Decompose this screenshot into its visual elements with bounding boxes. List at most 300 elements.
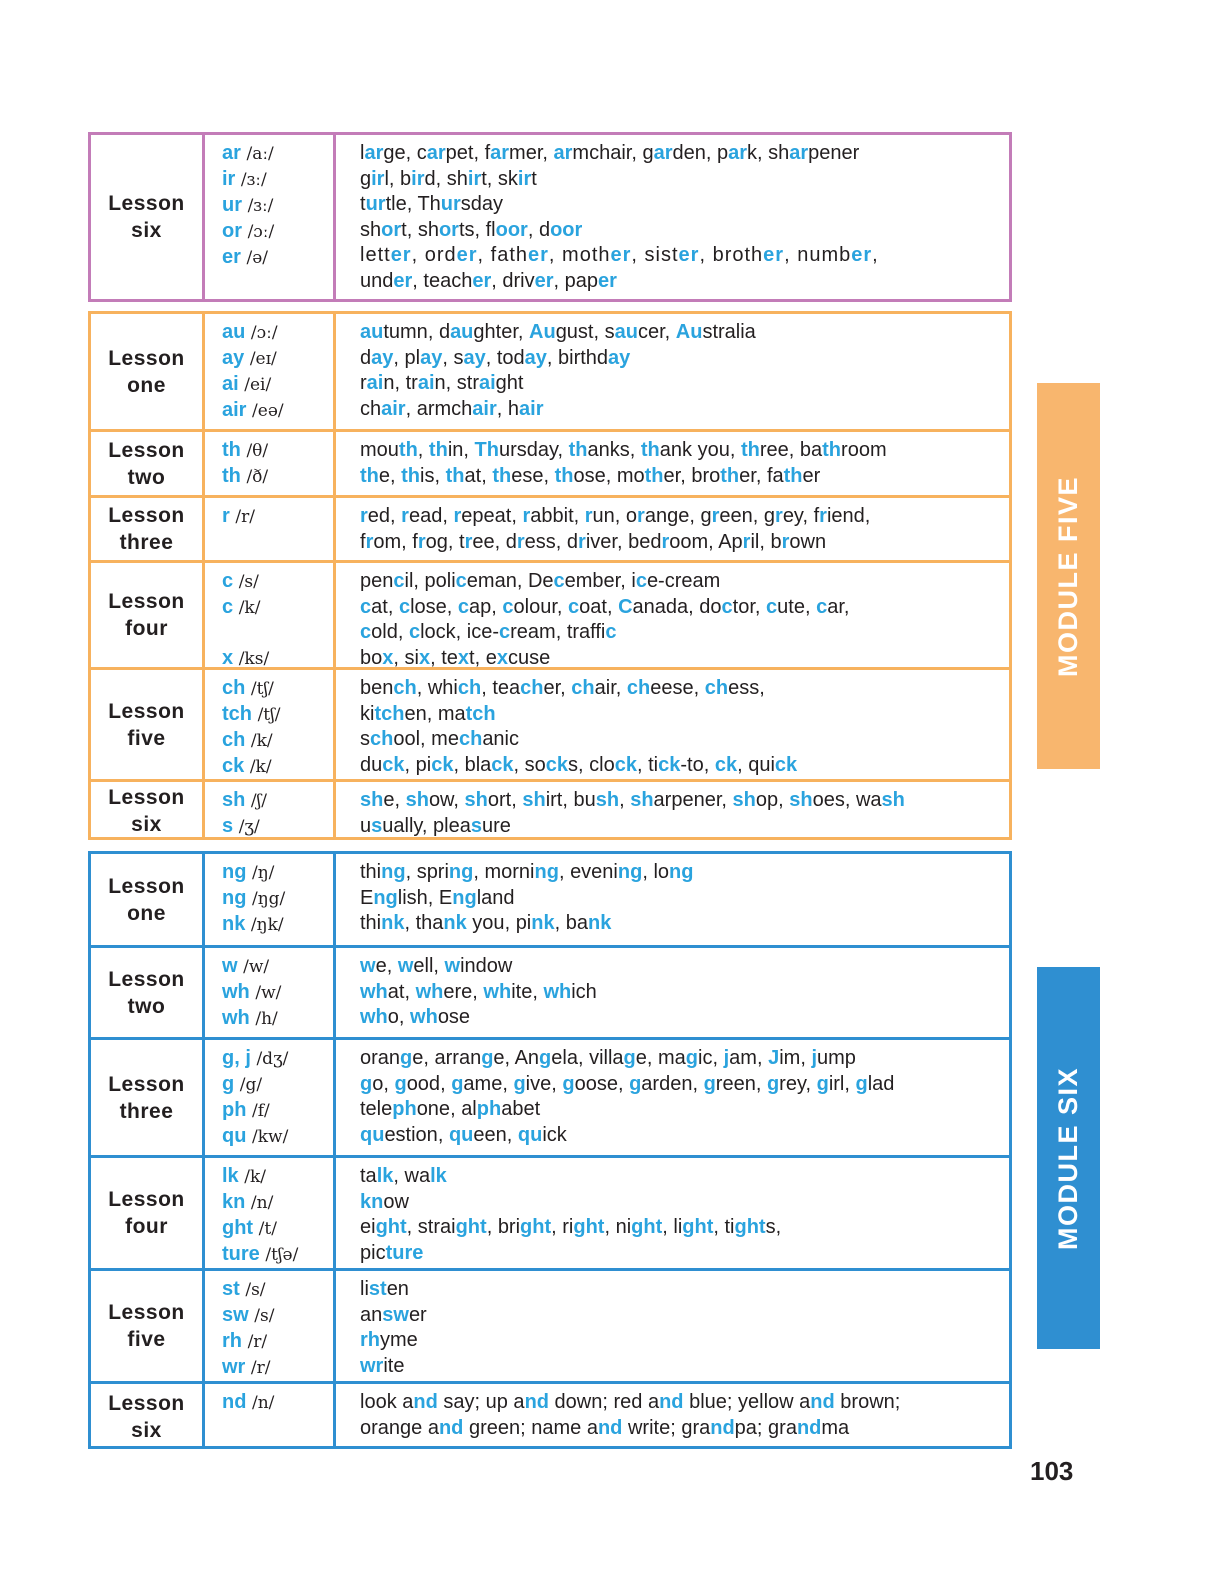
ipa-symbol: /ə/ bbox=[246, 248, 268, 268]
ipa-symbol: /r/ bbox=[247, 1332, 268, 1352]
highlighted-letters: r bbox=[819, 505, 827, 527]
sound-column bbox=[202, 563, 333, 667]
word-part: er bbox=[663, 464, 681, 487]
word-part: t bbox=[360, 193, 366, 215]
example-word bbox=[653, 861, 693, 883]
example-word bbox=[360, 1073, 383, 1095]
highlighted-letters: ck bbox=[382, 753, 405, 776]
word-part: ember bbox=[564, 570, 621, 592]
word-part: bla bbox=[464, 753, 492, 776]
highlighted-letters: c bbox=[360, 621, 372, 643]
example-word bbox=[435, 1047, 505, 1069]
example-word bbox=[770, 531, 826, 553]
lesson-label-line: Lesson bbox=[108, 346, 185, 370]
highlighted-letters: g bbox=[394, 1072, 407, 1095]
word-part: iend bbox=[826, 505, 865, 527]
sound-line bbox=[222, 1216, 333, 1242]
highlighted-letters: th bbox=[640, 439, 660, 461]
example-words bbox=[333, 1384, 1009, 1449]
example-word bbox=[399, 596, 447, 618]
highlighted-letters: oor bbox=[550, 218, 583, 241]
module-six-label: MODULE SIX bbox=[1053, 1066, 1084, 1250]
word-part: mou bbox=[360, 439, 399, 461]
highlighted-letters: r bbox=[775, 505, 783, 527]
word-part: villa bbox=[589, 1047, 624, 1069]
example-words bbox=[333, 432, 1009, 495]
word-part: olour bbox=[513, 595, 557, 618]
word-part: ee bbox=[472, 530, 495, 553]
example-word bbox=[570, 861, 642, 883]
example-word bbox=[528, 570, 620, 592]
example-word bbox=[658, 1047, 712, 1069]
highlighted-letters: er bbox=[456, 244, 478, 266]
example-line: red, read, repeat, rabbit, run, orange, green, grey, friend, bbox=[360, 505, 871, 527]
word-part: een bbox=[473, 1123, 507, 1146]
word-part: ni bbox=[615, 1216, 632, 1238]
word-part: moth bbox=[562, 244, 611, 266]
word-part: il bbox=[750, 530, 760, 553]
example-word bbox=[360, 1278, 409, 1300]
highlighted-letters: th bbox=[445, 464, 465, 487]
highlighted-letters: ay bbox=[371, 346, 394, 369]
highlighted-letters: sh bbox=[405, 789, 429, 811]
example-word bbox=[360, 981, 404, 1003]
word-part: ort bbox=[487, 789, 512, 811]
sound-column bbox=[202, 782, 333, 840]
word-part: og bbox=[425, 530, 448, 553]
word-part: in bbox=[447, 439, 464, 461]
highlighted-letters: lk bbox=[430, 1165, 447, 1187]
example-word bbox=[513, 1073, 551, 1095]
word-part: str bbox=[456, 372, 479, 394]
word-part: ute bbox=[777, 595, 805, 618]
lesson-label-line: Lesson bbox=[108, 590, 185, 613]
table-row bbox=[91, 1381, 1009, 1449]
example-word bbox=[360, 955, 387, 977]
sound-letters: ght bbox=[222, 1217, 254, 1239]
sound-letters: sw bbox=[222, 1304, 249, 1326]
highlighted-letters: nk bbox=[587, 912, 612, 934]
highlighted-letters: lk bbox=[376, 1165, 394, 1187]
highlighted-letters: ture bbox=[385, 1241, 424, 1264]
table-row bbox=[91, 854, 1009, 945]
word-part: lo bbox=[653, 861, 670, 883]
example-line: orange and green; name and write; grandpa; grandma bbox=[360, 1416, 850, 1439]
lesson-label bbox=[91, 498, 202, 560]
word-part: ar bbox=[827, 595, 844, 618]
sound-letters: er bbox=[222, 246, 241, 268]
highlighted-letters: ar bbox=[490, 142, 510, 164]
example-word bbox=[360, 1304, 427, 1326]
example-word bbox=[360, 1391, 475, 1413]
highlighted-letters: x bbox=[496, 646, 508, 669]
sound-column bbox=[202, 1158, 333, 1268]
word-part: stralia bbox=[702, 321, 756, 343]
example-line: kitchen, match bbox=[360, 702, 496, 725]
example-words bbox=[333, 948, 1009, 1037]
example-word bbox=[360, 142, 406, 164]
word-part: g bbox=[642, 142, 654, 164]
word-part: old bbox=[371, 621, 398, 643]
highlighted-letters: sh bbox=[522, 789, 546, 811]
example-line: box, six, text, excuse bbox=[360, 646, 551, 669]
lesson-label-line: two bbox=[127, 994, 166, 1018]
example-line bbox=[360, 1354, 1005, 1380]
sound-line bbox=[222, 167, 333, 193]
highlighted-letters: th bbox=[401, 464, 421, 487]
word-part: sist bbox=[644, 244, 679, 266]
lesson-label bbox=[91, 432, 202, 495]
sound-line bbox=[222, 754, 333, 780]
word-part: pi bbox=[415, 753, 432, 776]
ipa-symbol: /g/ bbox=[239, 1075, 263, 1095]
word-part: brown bbox=[834, 1391, 895, 1413]
word-part: pic bbox=[360, 1241, 386, 1264]
example-line: telephone, alphabet bbox=[360, 1098, 541, 1120]
word-part: ei bbox=[360, 1216, 376, 1238]
word-part: ich bbox=[571, 980, 597, 1003]
word-part: er bbox=[802, 464, 821, 487]
word-part: s bbox=[604, 321, 615, 343]
module-six-tab bbox=[1037, 967, 1100, 1349]
word-part: tumn bbox=[383, 321, 428, 343]
lesson-label-line: one bbox=[127, 373, 166, 397]
word-part: sk bbox=[497, 167, 518, 190]
sound-line bbox=[222, 1124, 333, 1150]
word-part: lish bbox=[397, 886, 428, 909]
lesson-label-line: five bbox=[127, 1328, 166, 1351]
example-line: eight, straight, bright, right, night, light, tights, bbox=[360, 1216, 782, 1238]
highlighted-letters: g bbox=[623, 1047, 636, 1069]
page-number: 103 bbox=[1030, 1456, 1074, 1486]
example-line: who, whose bbox=[360, 1006, 471, 1028]
example-word bbox=[405, 647, 431, 669]
word-part: thi bbox=[360, 861, 382, 883]
highlighted-letters: c bbox=[721, 595, 733, 618]
example-word bbox=[360, 168, 389, 190]
ipa-symbol: /k/ bbox=[250, 731, 273, 751]
highlighted-letters: er bbox=[528, 244, 549, 266]
word-part: pap bbox=[564, 269, 599, 292]
highlighted-letters: Th bbox=[474, 439, 499, 461]
sound-letters: th bbox=[222, 439, 241, 461]
example-word bbox=[458, 596, 491, 618]
word-part: ite bbox=[383, 1354, 405, 1377]
word-part: om bbox=[373, 530, 402, 553]
highlighted-letters: r bbox=[401, 505, 409, 527]
lesson-label-text bbox=[108, 1186, 185, 1240]
word-part: abet bbox=[501, 1098, 541, 1120]
highlighted-letters: g bbox=[703, 1072, 716, 1095]
highlighted-letters: ur bbox=[365, 193, 386, 215]
ipa-symbol: /kw/ bbox=[252, 1127, 289, 1147]
word-part: estion bbox=[384, 1123, 438, 1146]
highlighted-letters: ch bbox=[626, 677, 651, 699]
word-part: air bbox=[594, 677, 616, 699]
lesson-label bbox=[91, 1040, 202, 1155]
example-word bbox=[453, 347, 485, 369]
sound-line bbox=[222, 595, 333, 621]
example-word bbox=[485, 142, 543, 164]
example-word bbox=[605, 321, 665, 343]
word-part: f bbox=[484, 142, 491, 164]
example-words bbox=[333, 563, 1009, 667]
lesson-label-line: Lesson bbox=[108, 1391, 185, 1415]
highlighted-letters: r bbox=[522, 505, 531, 527]
highlighted-letters: or bbox=[438, 218, 459, 241]
highlighted-letters: ck bbox=[431, 753, 454, 776]
sound-line bbox=[222, 1329, 333, 1355]
example-word bbox=[567, 621, 617, 643]
sound-line bbox=[222, 464, 333, 490]
example-word bbox=[360, 1417, 520, 1439]
word-part: l bbox=[384, 167, 389, 190]
example-word bbox=[412, 531, 448, 553]
ipa-symbol: /k/ bbox=[249, 757, 272, 777]
highlighted-letters: nd bbox=[597, 1416, 623, 1439]
highlighted-letters: wh bbox=[410, 1006, 438, 1028]
highlighted-letters: wh bbox=[483, 980, 512, 1003]
example-word bbox=[502, 270, 553, 292]
highlighted-letters: j bbox=[811, 1047, 817, 1069]
ipa-symbol: /ð/ bbox=[246, 467, 269, 487]
word-part: me bbox=[431, 728, 459, 750]
sound-line bbox=[222, 1072, 333, 1098]
word-part: ic bbox=[698, 1047, 713, 1069]
highlighted-letters: nd bbox=[524, 1391, 549, 1413]
highlighted-letters: r bbox=[661, 530, 670, 553]
highlighted-letters: rh bbox=[360, 1329, 380, 1351]
ipa-symbol: /n/ bbox=[252, 1393, 275, 1413]
highlighted-letters: J bbox=[768, 1047, 780, 1069]
word-part: morni bbox=[484, 861, 535, 883]
lesson-label bbox=[91, 563, 202, 667]
ipa-symbol: /f/ bbox=[252, 1101, 270, 1121]
sound-line bbox=[222, 504, 333, 530]
word-part: sh bbox=[417, 218, 439, 241]
word-part: tea bbox=[492, 677, 521, 699]
example-word bbox=[725, 1216, 776, 1238]
sound-line bbox=[222, 372, 333, 398]
highlighted-letters: er bbox=[763, 244, 785, 266]
highlighted-letters: ar bbox=[426, 142, 446, 164]
example-word bbox=[617, 465, 680, 487]
word-part: land bbox=[476, 886, 515, 909]
highlighted-letters: ch bbox=[370, 728, 394, 750]
sound-line bbox=[222, 621, 333, 646]
example-word bbox=[630, 789, 721, 811]
word-part: il bbox=[404, 570, 414, 592]
word-part: e bbox=[493, 1047, 505, 1069]
word-part: ese bbox=[511, 464, 544, 487]
word-part: ool bbox=[393, 728, 421, 750]
word-part: iver bbox=[585, 530, 617, 553]
sound-letters: st bbox=[222, 1278, 240, 1300]
example-word bbox=[573, 789, 619, 811]
example-word bbox=[360, 754, 405, 776]
word-part: ma bbox=[658, 1047, 686, 1069]
highlighted-letters: Au bbox=[529, 321, 556, 343]
example-word bbox=[741, 439, 789, 461]
word-part: c bbox=[416, 142, 427, 164]
example-word bbox=[457, 372, 524, 394]
word-part: ite bbox=[511, 980, 533, 1003]
highlighted-letters: c bbox=[766, 595, 778, 618]
word-part: irl bbox=[828, 1072, 845, 1095]
example-line: talk, walk bbox=[360, 1165, 447, 1187]
word-part: ghter bbox=[473, 321, 518, 343]
example-words bbox=[333, 854, 1009, 945]
highlighted-letters: ng bbox=[448, 861, 474, 883]
ipa-symbol: /tʃ/ bbox=[250, 679, 274, 699]
sound-letters: ng bbox=[222, 887, 247, 909]
example-line: cold, clock, ice-cream, traffic bbox=[360, 621, 617, 643]
example-word bbox=[465, 789, 512, 811]
word-part: ure bbox=[481, 814, 511, 837]
lesson-label-line: six bbox=[131, 1418, 162, 1442]
example-line: go, good, game, give, goose, garden, green, grey, girl, glad bbox=[360, 1072, 895, 1095]
example-word bbox=[811, 1047, 855, 1069]
sound-letters: c bbox=[222, 570, 234, 592]
example-word bbox=[518, 1124, 567, 1146]
highlighted-letters: r bbox=[417, 530, 426, 553]
highlighted-letters: er bbox=[393, 269, 413, 292]
word-part: f bbox=[412, 530, 418, 553]
highlighted-letters: ght bbox=[455, 1216, 487, 1238]
highlighted-letters: er bbox=[472, 269, 492, 292]
ipa-symbol: /w/ bbox=[255, 983, 282, 1003]
highlighted-letters: wh bbox=[415, 980, 444, 1003]
word-part: ta bbox=[360, 1165, 377, 1187]
word-part: oran bbox=[360, 1047, 401, 1069]
lesson-label bbox=[91, 1271, 202, 1381]
highlighted-letters: ck bbox=[491, 753, 514, 776]
sound-line bbox=[222, 954, 333, 980]
example-word bbox=[475, 439, 558, 461]
sound-column bbox=[202, 1271, 333, 1381]
word-part: ually bbox=[382, 814, 422, 837]
example-words bbox=[333, 498, 1009, 560]
highlighted-letters: ir bbox=[411, 167, 425, 190]
example-word bbox=[360, 621, 398, 643]
word-part: ame bbox=[463, 1072, 503, 1095]
example-line: what, where, white, which bbox=[360, 980, 597, 1003]
highlighted-letters: ck bbox=[658, 753, 681, 776]
word-part: pen bbox=[360, 570, 394, 592]
example-word bbox=[738, 1391, 895, 1413]
sound-line bbox=[222, 1355, 333, 1381]
word-part: e-cream bbox=[646, 570, 721, 592]
highlighted-letters: ch bbox=[393, 677, 417, 699]
sound-column bbox=[202, 854, 333, 945]
example-word bbox=[629, 1073, 692, 1095]
word-part: e bbox=[635, 1047, 647, 1069]
highlighted-letters: th bbox=[398, 439, 418, 461]
word-part: fath bbox=[490, 244, 529, 266]
highlighted-letters: ai bbox=[366, 372, 384, 394]
example-word bbox=[360, 596, 388, 618]
highlighted-letters: ur bbox=[440, 193, 461, 215]
sound-letters: s bbox=[222, 815, 234, 837]
sound-line bbox=[222, 1277, 333, 1303]
highlighted-letters: th bbox=[360, 464, 379, 487]
example-word bbox=[529, 321, 593, 343]
lesson-label-line: Lesson bbox=[108, 504, 185, 527]
word-part: at bbox=[464, 464, 482, 487]
word-part: g bbox=[700, 505, 712, 527]
highlighted-letters: air bbox=[472, 397, 497, 420]
word-part: you bbox=[466, 912, 505, 934]
word-part: h bbox=[507, 397, 520, 420]
example-word bbox=[522, 789, 562, 811]
word-part: cer bbox=[637, 321, 665, 343]
example-word bbox=[425, 244, 478, 266]
highlighted-letters: th bbox=[554, 464, 574, 487]
lesson-label-line: Lesson bbox=[108, 1072, 185, 1096]
word-part: say bbox=[437, 1391, 475, 1413]
example-word bbox=[417, 193, 503, 215]
sound-line bbox=[222, 814, 333, 840]
lesson-label bbox=[91, 314, 202, 429]
example-line: English, England bbox=[360, 886, 515, 909]
sound-letters: x bbox=[222, 647, 234, 669]
highlighted-letters: au bbox=[450, 321, 474, 343]
highlighted-letters: c bbox=[816, 595, 828, 618]
example-word bbox=[768, 142, 859, 164]
highlighted-letters: c bbox=[408, 621, 421, 643]
example-word bbox=[589, 754, 637, 776]
highlighted-letters: nd bbox=[710, 1416, 735, 1439]
word-part: bo bbox=[360, 646, 383, 669]
word-part: t bbox=[481, 167, 487, 190]
word-part: strai bbox=[417, 1216, 456, 1238]
sound-letters: sh bbox=[222, 789, 246, 811]
word-part: ey bbox=[782, 505, 803, 527]
ipa-symbol: /ŋg/ bbox=[252, 889, 286, 909]
example-word bbox=[360, 531, 401, 553]
highlighted-letters: ch bbox=[520, 677, 544, 699]
lesson-label-text bbox=[108, 588, 185, 642]
highlighted-letters: wh bbox=[543, 980, 572, 1003]
example-word bbox=[451, 1073, 502, 1095]
word-part: o bbox=[372, 1072, 384, 1095]
example-word bbox=[465, 754, 514, 776]
lesson-label-text bbox=[108, 873, 185, 927]
example-line: school, mechanic bbox=[360, 728, 520, 750]
highlighted-letters: ng bbox=[669, 861, 694, 883]
example-line: duck, pick, black, socks, clock, tick-to, ck, quick bbox=[360, 753, 798, 776]
example-line: bench, which, teacher, chair, cheese, chess, bbox=[360, 677, 765, 699]
highlighted-letters: sw bbox=[382, 1303, 409, 1326]
example-word bbox=[406, 789, 454, 811]
word-part: ose bbox=[573, 464, 606, 487]
example-word bbox=[446, 465, 482, 487]
highlighted-letters: th bbox=[783, 464, 803, 487]
word-part: arran bbox=[434, 1047, 482, 1069]
ipa-symbol: /ŋ/ bbox=[252, 863, 275, 883]
highlighted-letters: g bbox=[481, 1047, 494, 1069]
example-line: girl, bird, shirt, skirt bbox=[360, 167, 537, 190]
example-word bbox=[589, 1047, 647, 1069]
highlighted-letters: ch bbox=[704, 677, 729, 699]
word-part: indow bbox=[460, 955, 513, 977]
highlighted-letters: ng bbox=[381, 861, 406, 883]
example-word bbox=[558, 347, 630, 369]
example-line: mouth, thin, Thursday, thanks, thank you, three, bathroom bbox=[360, 439, 887, 461]
example-word bbox=[554, 142, 632, 164]
sound-line bbox=[222, 728, 333, 754]
example-word bbox=[360, 347, 393, 369]
